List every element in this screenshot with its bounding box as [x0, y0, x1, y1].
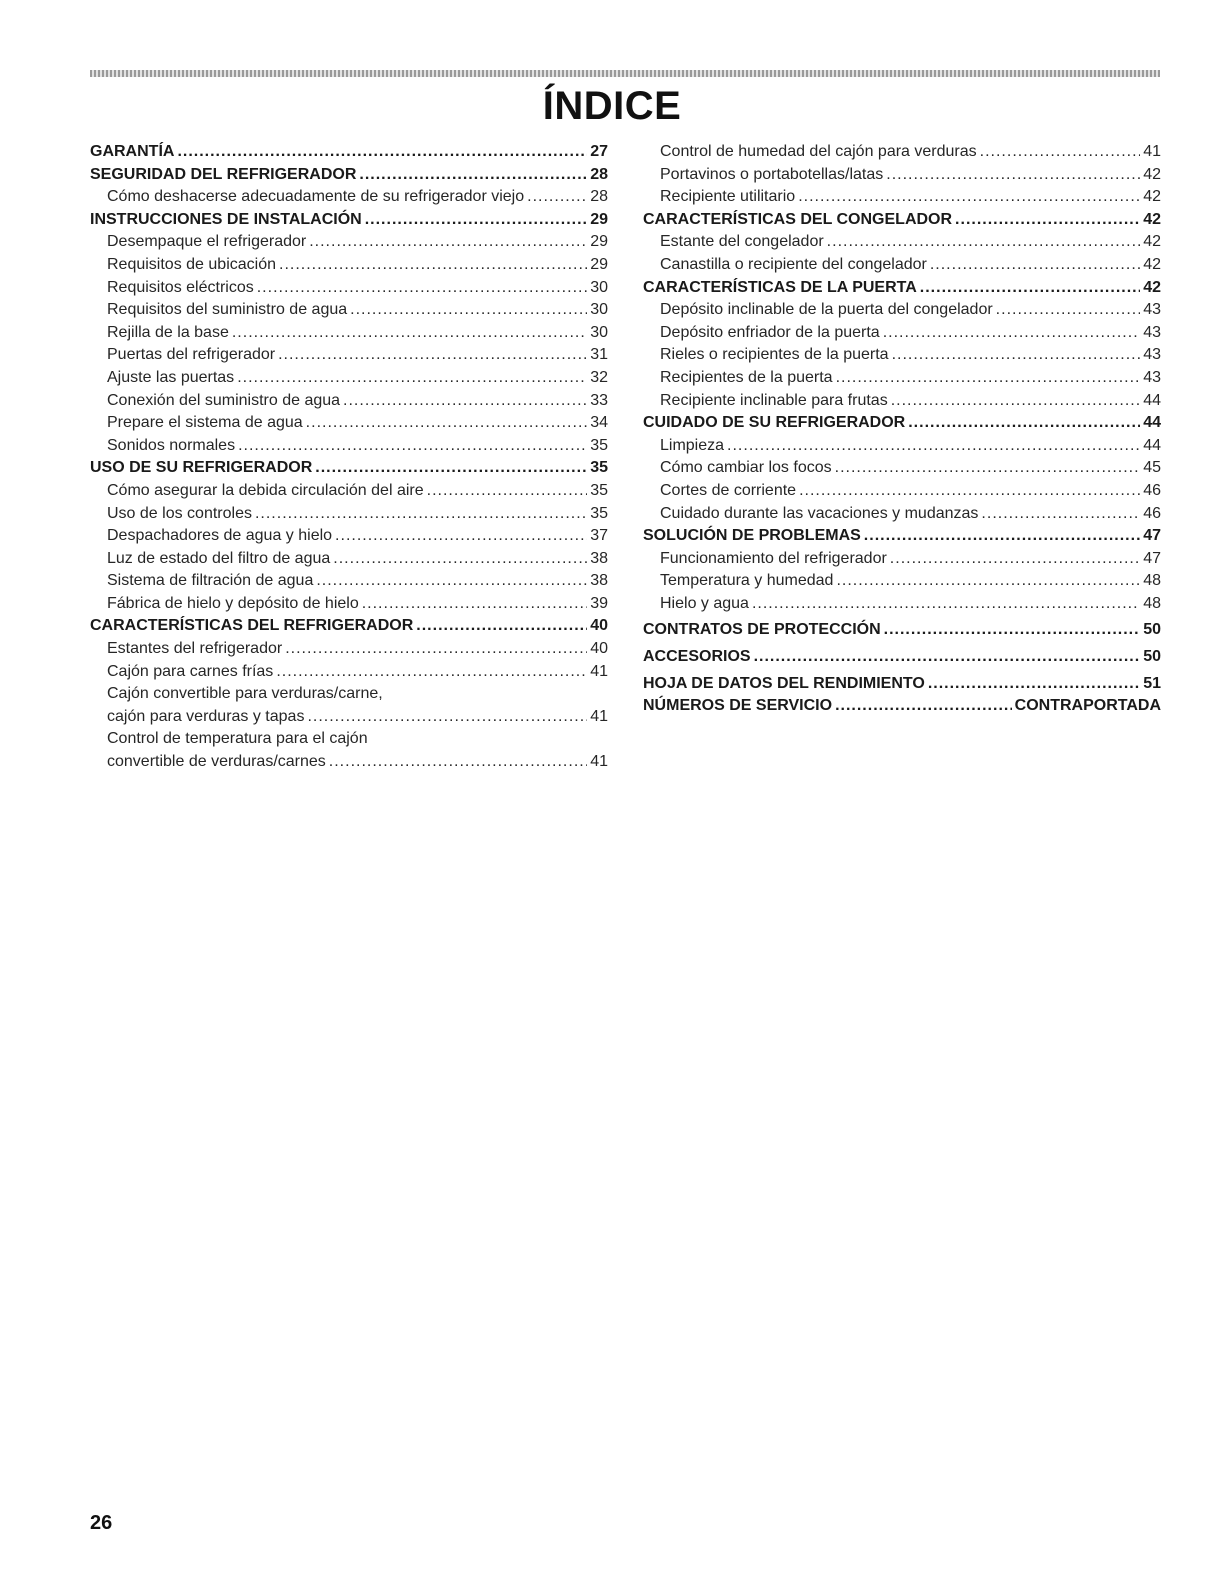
toc-entry-page: 29	[590, 210, 608, 228]
toc-entry-page: 32	[590, 368, 608, 386]
dot-leader	[890, 548, 1140, 571]
toc-entry-page: 28	[590, 188, 608, 206]
toc-entry-prepare-el-sistema-de-agua[interactable]	[90, 412, 608, 435]
toc-entry-como-cambiar-los-focos[interactable]	[643, 457, 1161, 480]
toc-entry-page: 35	[590, 504, 608, 522]
toc-entry-page: 38	[590, 572, 608, 590]
toc-entry-accesorios[interactable]	[643, 646, 1161, 669]
toc-entry-page: 46	[1143, 481, 1161, 499]
dot-leader	[335, 525, 587, 548]
toc-entry-deposito-enfriador-de-la-puerta[interactable]	[643, 322, 1161, 345]
toc-entry-como-asegurar-la-debida-circulacion-del-aire[interactable]	[90, 480, 608, 503]
toc-entry-page: 47	[1143, 549, 1161, 567]
dot-leader	[237, 367, 587, 390]
toc-entry-page: 43	[1143, 323, 1161, 341]
dot-leader	[307, 706, 587, 729]
toc-entry-label: Requisitos del suministro de agua	[107, 301, 348, 319]
dot-leader	[835, 695, 1012, 718]
toc-entry-page: 40	[590, 617, 608, 635]
toc-entry-label: CUIDADO DE SU REFRIGERADOR	[643, 414, 906, 432]
dot-leader	[754, 646, 1141, 669]
toc-entry-page: 29	[590, 255, 608, 273]
toc-entry-cajon-para-verduras-y-tapas[interactable]	[90, 706, 608, 729]
toc-entry-label: Requisitos de ubicación	[107, 255, 276, 273]
toc-entry-limpieza[interactable]	[643, 435, 1161, 458]
toc-entry-label: CARACTERÍSTICAS DEL REFRIGERADOR	[90, 617, 414, 635]
toc-entry-estantes-del-refrigerador[interactable]	[90, 638, 608, 661]
toc-entry-label: Recipiente inclinable para frutas	[660, 391, 888, 409]
dot-leader	[279, 254, 587, 277]
toc-entry-label: Ajuste las puertas	[107, 368, 235, 386]
toc-entry-caracteristicas-de-la-puerta[interactable]	[643, 277, 1161, 300]
toc-entry-canastilla-o-recipiente-del-congelador[interactable]	[643, 254, 1161, 277]
toc-entry-label: Estantes del refrigerador	[107, 640, 283, 658]
toc-entry-ajuste-las-puertas[interactable]	[90, 367, 608, 390]
toc-entry-label: CARACTERÍSTICAS DE LA PUERTA	[643, 278, 917, 296]
toc-entry-page: 41	[590, 707, 608, 725]
toc-entry-funcionamiento-del-refrigerador[interactable]	[643, 548, 1161, 571]
toc-entry-page: 35	[590, 481, 608, 499]
dot-leader	[257, 277, 587, 300]
toc-entry-luz-de-estado-del-filtro-de-agua[interactable]	[90, 548, 608, 571]
toc-entry-label: Sonidos normales	[107, 436, 236, 454]
dot-leader	[309, 231, 587, 254]
dot-leader	[928, 673, 1140, 696]
dot-leader	[177, 141, 587, 164]
toc-entry-label: cajón para verduras y tapas	[107, 707, 305, 725]
toc-entry-hoja-de-datos-del-rendimiento[interactable]	[643, 673, 1161, 696]
top-decorative-rule	[90, 70, 1160, 77]
toc-entry-label: Depósito inclinable de la puerta del congelador	[660, 301, 993, 319]
toc-entry-page: 50	[1143, 648, 1161, 666]
toc-entry-rieles-o-recipientes-de-la-puerta[interactable]	[643, 344, 1161, 367]
toc-entry-label: Rejilla de la base	[107, 323, 229, 341]
toc-entry-label: Hielo y agua	[660, 594, 749, 612]
toc-entry-page: 31	[590, 346, 608, 364]
dot-leader	[883, 322, 1141, 345]
toc-entry-seguridad-del-refrigerador[interactable]	[90, 164, 608, 187]
toc-entry-label: Cómo cambiar los focos	[660, 459, 832, 477]
toc-entry-label: Control de humedad del cajón para verduras	[660, 143, 977, 160]
dot-leader	[285, 638, 587, 661]
dot-leader	[798, 186, 1140, 209]
toc-entry-fabrica-de-hielo-y-deposito-de-hielo[interactable]	[90, 593, 608, 616]
toc-entry-contratos-de-proteccion[interactable]	[643, 619, 1161, 642]
toc-entry-recipientes-de-la-puerta[interactable]	[643, 367, 1161, 390]
toc-entry-page: 43	[1143, 368, 1161, 386]
toc-entry-requisitos-de-ubicacion[interactable]	[90, 254, 608, 277]
toc-entry-label: Desempaque el refrigerador	[107, 233, 307, 251]
toc-entry-page: 41	[590, 662, 608, 680]
toc-entry-page: 44	[1143, 414, 1161, 432]
toc-entry-label: Temperatura y humedad	[660, 572, 834, 590]
dot-leader	[362, 593, 587, 616]
toc-entry-page: 40	[590, 640, 608, 658]
dot-leader	[996, 299, 1141, 322]
dot-leader	[527, 186, 587, 209]
toc-entry-label: Cortes de corriente	[660, 481, 797, 499]
toc-entry-label: Rieles o recipientes de la puerta	[660, 346, 889, 364]
toc-entry-page: 43	[1143, 346, 1161, 364]
toc-entry-label: Cajón para carnes frías	[107, 662, 274, 680]
toc-entry-label: Puertas del refrigerador	[107, 346, 276, 364]
toc-entry-numeros-de-servicio[interactable]	[643, 695, 1161, 718]
toc-entry-puertas-del-refrigerador[interactable]	[90, 344, 608, 367]
toc-entry-cajon-para-carnes-frias[interactable]	[90, 661, 608, 684]
toc-entry-label: Depósito enfriador de la puerta	[660, 323, 880, 341]
dot-leader	[727, 435, 1140, 458]
dot-leader	[955, 209, 1140, 232]
dot-leader	[427, 480, 588, 503]
toc-entry-temperatura-y-humedad[interactable]	[643, 570, 1161, 593]
toc-entry-cortes-de-corriente[interactable]	[643, 480, 1161, 503]
toc-entry-page: 29	[590, 233, 608, 251]
toc-entry-page: 46	[1143, 504, 1161, 522]
toc-entry-page: 42	[1143, 233, 1161, 251]
dot-leader	[238, 435, 587, 458]
toc-entry-page: 27	[590, 143, 608, 160]
dot-leader	[329, 751, 587, 774]
dot-leader	[886, 164, 1140, 187]
toc-entry-page: 42	[1143, 188, 1161, 206]
toc-entry-page: 35	[590, 459, 608, 477]
toc-entry-label: Sistema de filtración de agua	[107, 572, 314, 590]
toc-entry-label: SOLUCIÓN DE PROBLEMAS	[643, 527, 861, 545]
toc-entry-page: 38	[590, 549, 608, 567]
dot-leader	[920, 277, 1140, 300]
toc-entry-page: 47	[1143, 527, 1161, 545]
toc-entry-instrucciones-de-instalacion[interactable]	[90, 209, 608, 232]
toc-entry-label: Recipientes de la puerta	[660, 368, 833, 386]
toc-entry-portavinos-o-portabotellas-latas[interactable]	[643, 164, 1161, 187]
toc-entry-label: ACCESORIOS	[643, 648, 751, 666]
toc-entry-label: Despachadores de agua y hielo	[107, 527, 333, 545]
dot-leader	[343, 390, 587, 413]
toc-entry-convertible-de-verduras-carnes[interactable]	[90, 751, 608, 774]
toc-entry-requisitos-electricos[interactable]	[90, 277, 608, 300]
toc-entry-page: 42	[1143, 165, 1161, 183]
toc-entry-page: 45	[1143, 459, 1161, 477]
toc-entry-label: INSTRUCCIONES DE INSTALACIÓN	[90, 210, 362, 228]
toc-entry-recipiente-inclinable-para-frutas[interactable]	[643, 390, 1161, 413]
dot-leader	[416, 615, 587, 638]
toc-entry-label: CARACTERÍSTICAS DEL CONGELADOR	[643, 210, 953, 228]
toc-entry-conexion-del-suministro-de-agua[interactable]	[90, 390, 608, 413]
toc-entry-label: Uso de los controles	[107, 504, 252, 522]
dot-leader	[930, 254, 1140, 277]
toc-entry-page: 44	[1143, 391, 1161, 409]
toc-entry-page: 35	[590, 436, 608, 454]
toc-left-column	[90, 141, 608, 774]
toc-entry-deposito-inclinable-de-la-puerta-del-congelador[interactable]	[643, 299, 1161, 322]
toc-entry-uso-de-los-controles[interactable]	[90, 503, 608, 526]
toc-entry-label: SEGURIDAD DEL REFRIGERADOR	[90, 165, 357, 183]
dot-leader	[316, 570, 587, 593]
toc-entry-label: Control de temperatura para el cajón	[107, 730, 368, 748]
toc-entry-como-deshacerse-adecuadamente-de-su-refrigerador-viejo[interactable]	[90, 186, 608, 209]
toc-entry-page: 51	[1143, 674, 1161, 692]
dot-leader	[752, 593, 1140, 616]
toc-entry-label: Luz de estado del filtro de agua	[107, 549, 331, 567]
toc-entry-control-de-humedad-del-cajon-para-verduras[interactable]	[643, 141, 1161, 164]
toc-entry-uso-de-su-refrigerador[interactable]	[90, 457, 608, 480]
dot-leader	[980, 141, 1141, 164]
toc-entry-label: Conexión del suministro de agua	[107, 391, 341, 409]
dot-leader	[333, 548, 587, 571]
toc-entry-page: 30	[590, 278, 608, 296]
toc-entry-page: 48	[1143, 594, 1161, 612]
page-title: ÍNDICE	[542, 84, 682, 128]
toc-entry-label: Cajón convertible para verduras/carne,	[107, 685, 383, 703]
toc-entry-page: 28	[590, 165, 608, 183]
toc-entry-requisitos-del-suministro-de-agua[interactable]	[90, 299, 608, 322]
toc-entry-page: 33	[590, 391, 608, 409]
dot-leader	[892, 344, 1141, 367]
dot-leader	[306, 412, 588, 435]
toc-entry-cuidado-de-su-refrigerador[interactable]	[643, 412, 1161, 435]
dot-leader	[365, 209, 587, 232]
dot-leader	[359, 164, 587, 187]
toc-entry-label: CONTRATOS DE PROTECCIÓN	[643, 621, 881, 639]
toc-entry-page: 41	[1143, 143, 1161, 160]
toc-entry-page: 30	[590, 301, 608, 319]
toc-entry-desempaque-el-refrigerador[interactable]	[90, 231, 608, 254]
toc-entry-sistema-de-filtracion-de-agua[interactable]	[90, 570, 608, 593]
toc-entry-cuidado-durante-las-vacaciones-y-mudanzas[interactable]	[643, 503, 1161, 526]
dot-leader	[891, 390, 1141, 413]
dot-leader	[278, 344, 587, 367]
dot-leader	[255, 503, 587, 526]
toc-entry-caracteristicas-del-refrigerador[interactable]	[90, 615, 608, 638]
toc-entry-estante-del-congelador[interactable]	[643, 231, 1161, 254]
page-number: 26	[90, 1512, 113, 1534]
toc-entry-sonidos-normales[interactable]	[90, 435, 608, 458]
toc-entry-label: convertible de verduras/carnes	[107, 753, 326, 771]
toc-entry-caracteristicas-del-congelador[interactable]	[643, 209, 1161, 232]
toc-entry-label: Limpieza	[660, 436, 725, 454]
toc-entry-page: 30	[590, 323, 608, 341]
dot-leader	[864, 525, 1140, 548]
toc-entry-label: Prepare el sistema de agua	[107, 414, 303, 432]
dot-leader	[836, 367, 1141, 390]
toc-entry-cajon-convertible-para-verduras-carne[interactable]	[90, 683, 608, 706]
toc-entry-control-de-temperatura-para-el-cajon[interactable]	[90, 728, 608, 751]
dot-leader	[835, 457, 1141, 480]
toc-entry-label: Cómo asegurar la debida circulación del aire	[107, 481, 424, 499]
dot-leader	[908, 412, 1140, 435]
toc-entry-garantia[interactable]	[90, 141, 608, 164]
toc-entry-label: HOJA DE DATOS DEL RENDIMIENTO	[643, 674, 925, 692]
toc-entry-page: CONTRAPORTADA	[1014, 697, 1161, 715]
toc-right-column	[643, 141, 1161, 718]
toc-entry-label: GARANTÍA	[90, 143, 175, 160]
toc-entry-despachadores-de-agua-y-hielo[interactable]	[90, 525, 608, 548]
toc-entry-label: Recipiente utilitario	[660, 188, 796, 206]
toc-entry-recipiente-utilitario[interactable]	[643, 186, 1161, 209]
toc-entry-page: 34	[590, 414, 608, 432]
dot-leader	[836, 570, 1140, 593]
toc-entry-solucion-de-problemas[interactable]	[643, 525, 1161, 548]
toc-entry-page: 48	[1143, 572, 1161, 590]
toc-entry-page: 43	[1143, 301, 1161, 319]
dot-leader	[350, 299, 587, 322]
toc-entry-label: Portavinos o portabotellas/latas	[660, 165, 884, 183]
toc-entry-page: 42	[1143, 255, 1161, 273]
toc-entry-label: NÚMEROS DE SERVICIO	[643, 697, 833, 715]
toc-entry-rejilla-de-la-base[interactable]	[90, 322, 608, 345]
dot-leader	[827, 231, 1141, 254]
toc-entry-label: Estante del congelador	[660, 233, 824, 251]
toc-entry-page: 44	[1143, 436, 1161, 454]
toc-entry-label: Requisitos eléctricos	[107, 278, 254, 296]
dot-leader	[232, 322, 587, 345]
toc-entry-page: 41	[590, 753, 608, 771]
toc-entry-page: 39	[590, 594, 608, 612]
toc-entry-page: 37	[590, 527, 608, 545]
toc-entry-page: 50	[1143, 621, 1161, 639]
toc-entry-page: 42	[1143, 210, 1161, 228]
dot-leader	[276, 661, 587, 684]
dot-leader	[981, 503, 1140, 526]
toc-entry-hielo-y-agua[interactable]	[643, 593, 1161, 616]
toc-entry-label: Canastilla o recipiente del congelador	[660, 255, 927, 273]
dot-leader	[884, 619, 1141, 642]
toc-entry-label: Fábrica de hielo y depósito de hielo	[107, 594, 359, 612]
toc-entry-label: Cuidado durante las vacaciones y mudanzas	[660, 504, 979, 522]
dot-leader	[315, 457, 587, 480]
toc-entry-label: USO DE SU REFRIGERADOR	[90, 459, 313, 477]
dot-leader	[799, 480, 1140, 503]
toc-entry-label: Funcionamiento del refrigerador	[660, 549, 887, 567]
toc-entry-page: 42	[1143, 278, 1161, 296]
toc-entry-label: Cómo deshacerse adecuadamente de su refrigerador viejo	[107, 188, 525, 206]
